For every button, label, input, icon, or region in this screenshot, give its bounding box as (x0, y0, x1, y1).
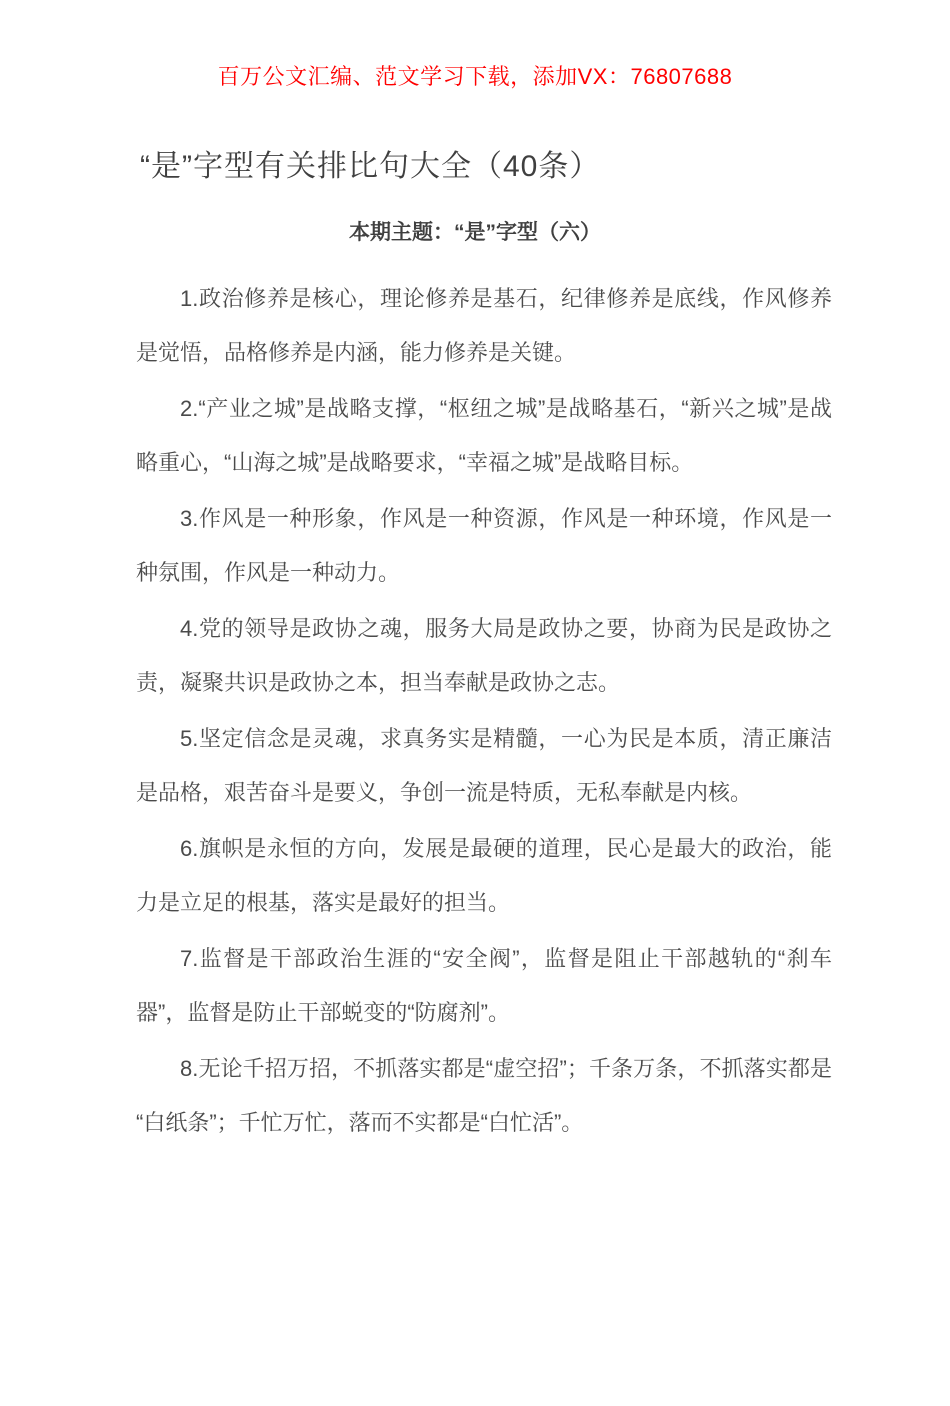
document-body (136, 272, 832, 1150)
promo-header-text: 百万公文汇编、范文学习下载，添加VX：76807688 (217, 64, 733, 89)
paragraph-3: 3.作风是一种形象，作风是一种资源，作风是一种环境，作风是一种氛围，作风是一种动力。 (136, 506, 832, 585)
paragraph-7: 7.监督是干部政治生涯的“安全阀”，监督是阻止干部越轨的“刹车器”，监督是防止干部蜕变的“防腐剂”。 (136, 946, 832, 1025)
paragraph-6: 6.旗帜是永恒的方向，发展是最硬的道理，民心是最大的政治，能力是立足的根基，落实是最好的担当。 (136, 836, 832, 915)
paragraph-1: 1.政治修养是核心，理论修养是基石，纪律修养是底线，作风修养是觉悟，品格修养是内涵，能力修养是关键。 (136, 286, 832, 365)
document-title: “是”字型有关排比句大全（40条） (140, 150, 601, 183)
paragraph-5: 5.坚定信念是灵魂，求真务实是精髓，一心为民是本质，清正廉洁是品格，艰苦奋斗是要义，争创一流是特质，无私奉献是内核。 (136, 726, 832, 805)
paragraph-2: 2.“产业之城”是战略支撑，“枢纽之城”是战略基石，“新兴之城”是战略重心，“山海之城”是战略要求，“幸福之城”是战略目标。 (136, 396, 832, 475)
paragraph-4: 4.党的领导是政协之魂，服务大局是政协之要，协商为民是政协之责，凝聚共识是政协之本，担当奉献是政协之志。 (136, 616, 832, 695)
document-page (0, 62, 950, 1406)
paragraph-8: 8.无论千招万招，不抓落实都是“虚空招”；千条万条，不抓落实都是“白纸条”；千忙万忙，落而不实都是“白忙活”。 (136, 1056, 832, 1135)
document-subtitle: 本期主题：“是”字型（六） (349, 221, 601, 244)
